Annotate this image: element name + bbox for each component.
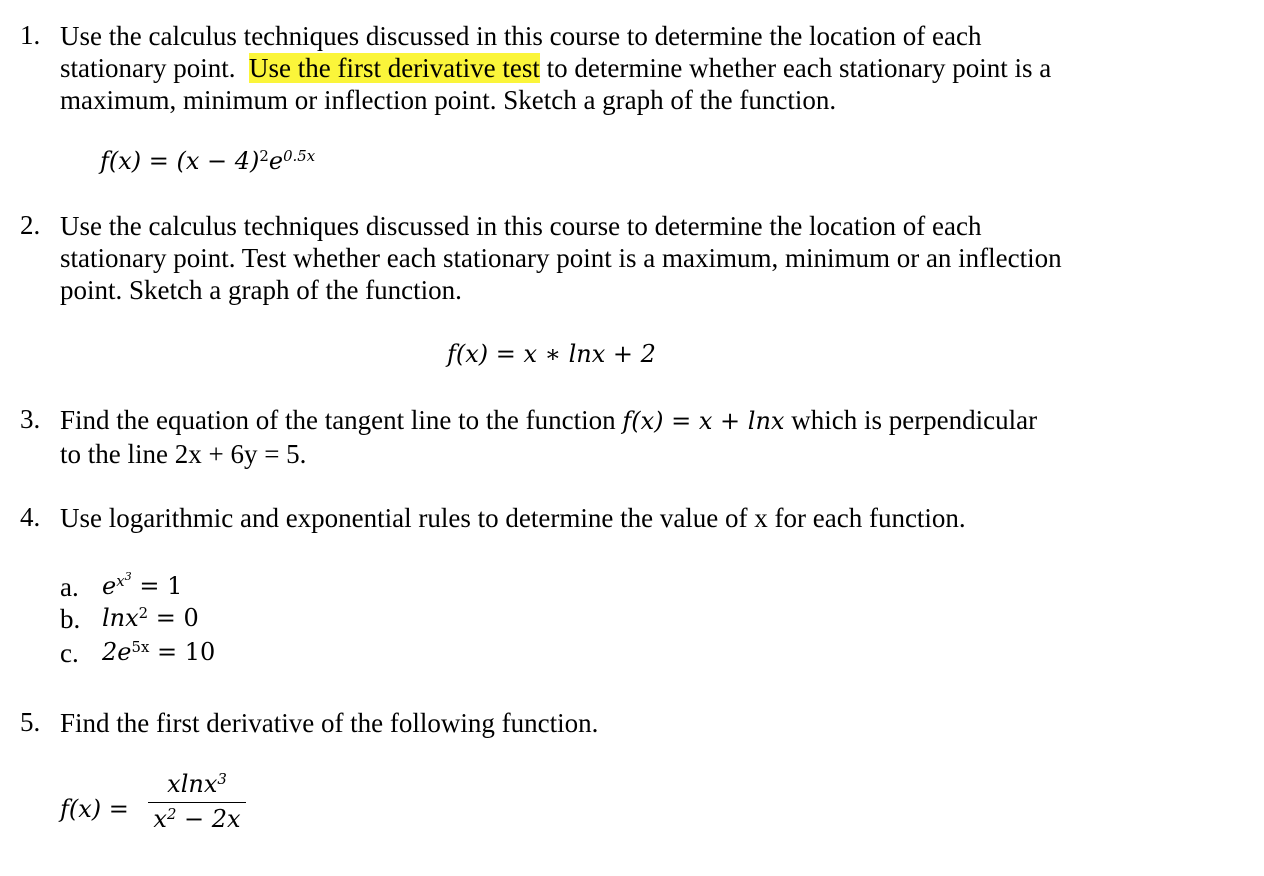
q1-eq-square: 2	[259, 146, 269, 165]
q5-denominator-exponent: 2	[166, 804, 177, 823]
q3-number: 3.	[20, 404, 41, 434]
q1-eq-e: e	[268, 147, 284, 175]
q1-eq-lhs: f(x) =	[100, 147, 177, 175]
q3-line-1-text: Find the equation of the tangent line to the function	[60, 405, 623, 435]
q1-number: 1.	[20, 20, 41, 50]
q1-eq-body: (x − 4)	[176, 147, 260, 175]
q1-line-1: Use the calculus techniques discussed in this course to determine the location of each	[60, 21, 982, 51]
q3-inline-function: f(x) = x + lnx	[622, 407, 785, 435]
q4-a-rhs: = 1	[131, 572, 183, 600]
q4-a-exponent: x3	[116, 569, 132, 590]
q1-highlighted-text: Use the first derivative test	[248, 53, 540, 83]
q4-a-label: a.	[60, 572, 79, 602]
q2-line-2: stationary point. Test whether each stationary point is a maximum, minimum or an inflection	[60, 243, 1062, 273]
q5-line-1: Find the first derivative of the following function.	[60, 708, 599, 738]
q3-line-1	[60, 404, 1037, 437]
q4-a-exponent-power: 3	[124, 569, 132, 583]
q4-c-equation	[102, 638, 215, 666]
q1-eq-exponent: 0.5x	[283, 146, 316, 165]
q4-b-equation	[102, 604, 199, 632]
q4-c-rhs: = 10	[149, 638, 216, 666]
q1-equation	[100, 147, 315, 175]
q5-numerator: xlnx$^3$	[167, 769, 227, 798]
q2-number: 2.	[20, 210, 41, 240]
q5-lhs: f(x) =	[60, 795, 129, 823]
q1-line-3: maximum, minimum or inflection point. Sketch a graph of the function.	[60, 85, 837, 115]
q2-line-1: Use the calculus techniques discussed in this course to determine the location of each	[60, 211, 982, 241]
q2-equation: f(x) = x ∗ lnx + 2	[447, 340, 656, 368]
q4-c-label: c.	[60, 638, 79, 668]
q3-line-2: to the line 2x + 6y = 5.	[60, 439, 307, 469]
q4-a-base: e	[102, 572, 117, 600]
q3-line-1-rest: which is perpendicular	[784, 405, 1038, 435]
q5-denominator: $x^2 - 2x$	[153, 804, 241, 833]
q4-b-square: 2	[138, 603, 149, 622]
q4-c-base: 2e	[102, 638, 132, 666]
q1-line-2-rest: to determine whether each stationary point is a	[539, 53, 1052, 83]
q4-b-rhs: = 0	[148, 604, 199, 632]
q4-b-label: b.	[60, 604, 81, 634]
q4-a-equation	[102, 569, 183, 600]
q1-line-2	[60, 52, 1051, 84]
q4-line-1: Use logarithmic and exponential rules to determine the value of x for each function.	[60, 503, 966, 533]
q5-number: 5.	[20, 707, 41, 737]
q4-c-exponent: 5x	[131, 637, 150, 656]
q5-fraction	[148, 770, 246, 833]
q4-number: 4.	[20, 502, 41, 532]
q4-b-body: lnx	[102, 604, 139, 632]
q2-line-3: point. Sketch a graph of the function.	[60, 275, 462, 305]
q5-numerator-exponent: 3	[217, 769, 227, 788]
q1-line-2-text: stationary point.	[60, 53, 249, 83]
